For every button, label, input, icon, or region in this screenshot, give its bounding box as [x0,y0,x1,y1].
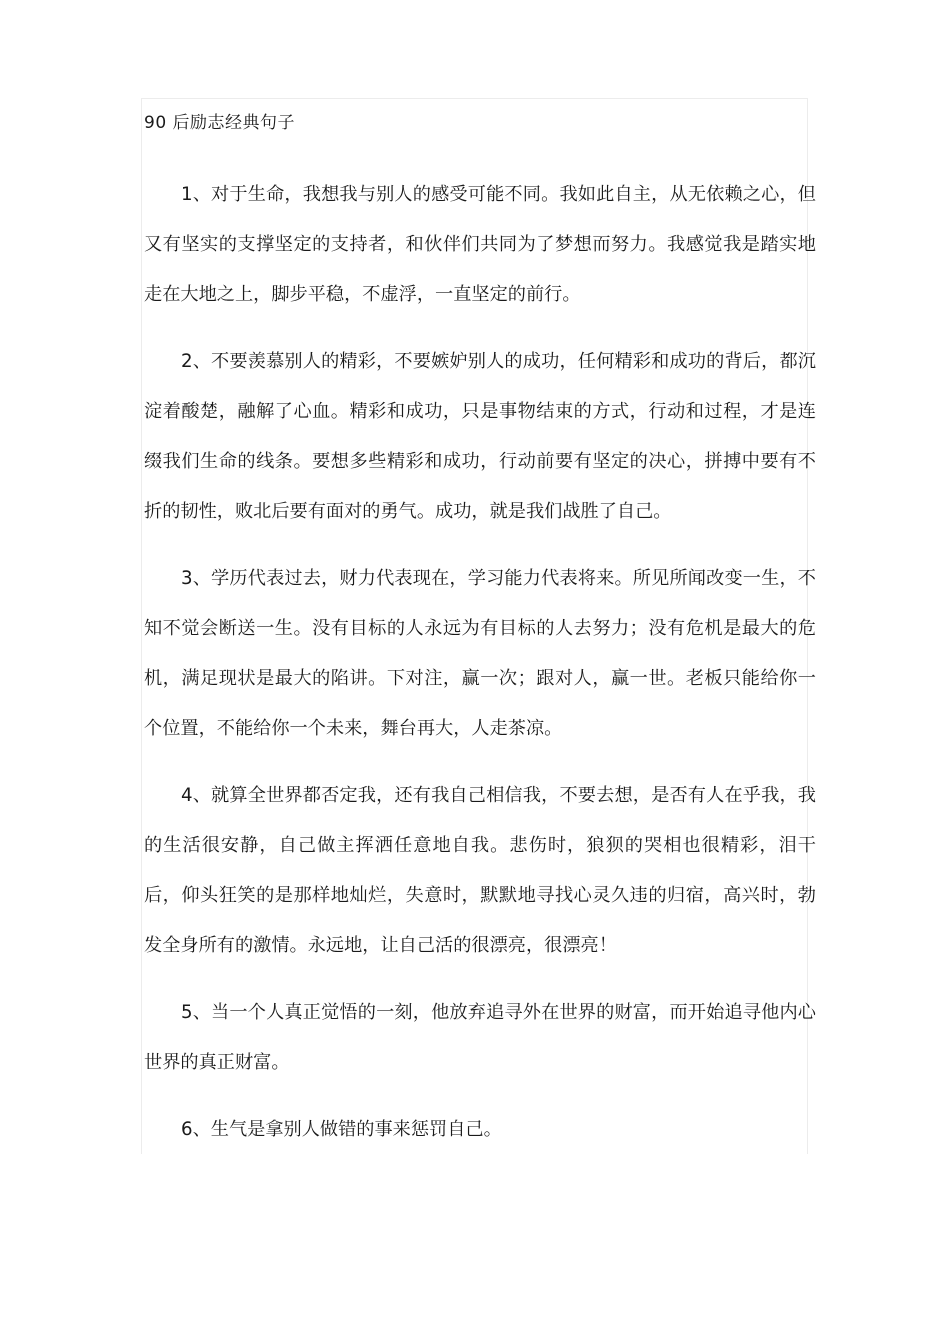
quote-paragraph-2: 2、不要羡慕别人的精彩，不要嫉妒别人的成功，任何精彩和成功的背后，都沉淀着酸楚，融解了心血。精彩和成功，只是事物结束的方式，行动和过程，才是连缀我们生命的线条。要想多些精彩和成功，行动前要有坚定的决心，拼搏中要有不折的韧性，败北后要有面对的勇气。成功，就是我们战胜了自己。 [144,351,816,522]
quote-paragraph-5: 5、当一个人真正觉悟的一刻，他放弃追寻外在世界的财富，而开始追寻他内心世界的真正财富。 [144,1002,816,1073]
quote-paragraph-3: 3、学历代表过去，财力代表现在，学习能力代表将来。所见所闻改变一生，不知不觉会断送一生。没有目标的人永远为有目标的人去努力；没有危机是最大的危机，满足现状是最大的陷讲。下对注，赢一次；跟对人，赢一世。老板只能给你一个位置，不能给你一个未来，舞台再大，人走茶凉。 [144,568,816,739]
quote-paragraph-6: 6、生气是拿别人做错的事来惩罚自己。 [181,1119,502,1140]
document-body [144,108,816,1172]
quote-paragraph-1: 1、对于生命，我想我与别人的感受可能不同。我如此自主，从无依赖之心，但又有坚实的支撑坚定的支持者，和伙伴们共同为了梦想而努力。我感觉我是踏实地走在大地之上，脚步平稳，不虚浮，一直坚定的前行。 [144,184,816,305]
document-title: 90 后励志经典句子 [144,113,296,133]
quote-paragraph-4: 4、就算全世界都否定我，还有我自己相信我，不要去想，是否有人在乎我，我的生活很安静，自己做主挥洒任意地自我。悲伤时，狼狈的哭相也很精彩，泪干后，仰头狂笑的是那样地灿烂，失意时，默默地寻找心灵久违的归宿，高兴时，勃发全身所有的激情。永远地，让自己活的很漂亮，很漂亮！ [144,785,816,956]
